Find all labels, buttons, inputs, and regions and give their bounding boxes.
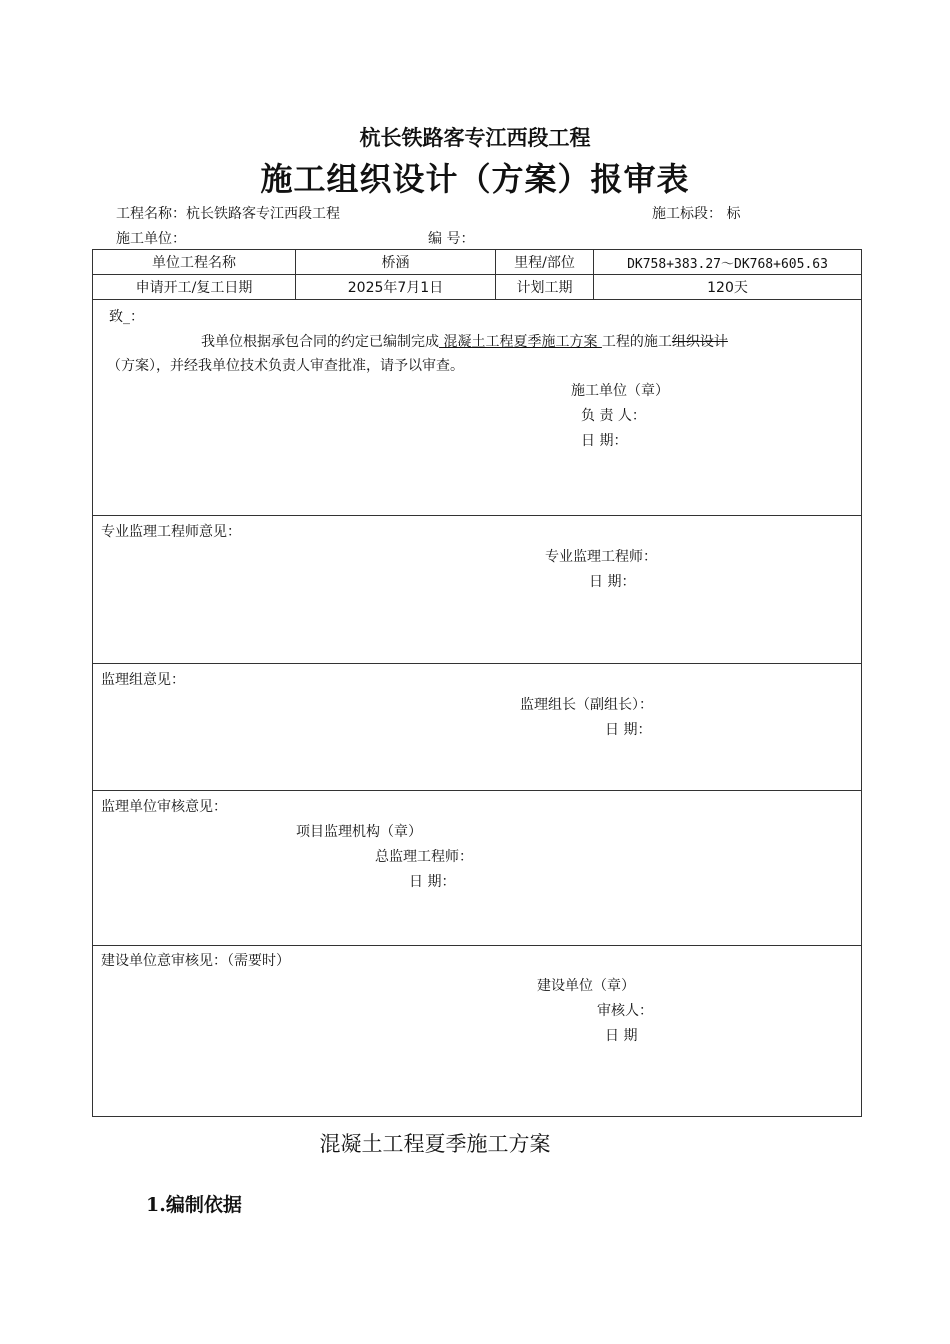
owner-seal: 建设单位（章）	[537, 978, 635, 994]
application-body-line2: （方案），并经我单位技术负责人审查批准，请予以审查。	[107, 358, 464, 374]
owner-opinion-section	[92, 945, 862, 1117]
engineer-opinion-heading: 专业监理工程师意见：	[101, 524, 241, 540]
engineer-date: 日 期：	[589, 574, 636, 590]
plan-name: 混凝土工程夏季施工方案	[439, 334, 602, 350]
addressee: 致_：	[109, 309, 144, 325]
mileage-value: DK758+383.27～DK768+605.63	[593, 250, 861, 274]
info-row-1	[92, 249, 862, 275]
supervision-org-seal: 项目监理机构（章）	[296, 824, 422, 840]
form-number: 编 号：	[428, 231, 475, 247]
document-title: 杭长铁路客专江西段工程	[359, 126, 591, 150]
engineer-signer: 专业监理工程师：	[545, 549, 657, 565]
owner-reviewer: 审核人：	[597, 1003, 653, 1019]
supervision-unit-section	[92, 790, 862, 946]
contractor-seal: 施工单位（章）	[571, 383, 669, 399]
planned-period-value: 120天	[593, 275, 861, 299]
form-title: 施工组织设计（方案）报审表	[260, 160, 690, 198]
owner-date: 日 期	[605, 1028, 638, 1044]
plan-heading: 混凝土工程夏季施工方案	[319, 1132, 551, 1156]
unit-project-value: 桥涵	[295, 250, 495, 274]
chief-engineer: 总监理工程师：	[375, 849, 473, 865]
application-body-line1	[201, 331, 728, 351]
unit-project-label: 单位工程名称	[152, 255, 236, 271]
body-strikethrough: 组织设计	[671, 334, 728, 350]
owner-opinion-heading: 建设单位意审核见：（需要时）	[101, 953, 290, 969]
info-row-2	[92, 274, 862, 300]
project-name: 工程名称：杭长铁路客专江西段工程	[116, 206, 340, 222]
group-opinion-section	[92, 663, 862, 791]
body-mid: 工程的施工	[601, 334, 672, 350]
supervision-date: 日 期：	[409, 874, 456, 890]
planned-period-label: 计划工期	[495, 275, 593, 299]
contractor-unit: 施工单位：	[116, 231, 186, 247]
supervision-unit-heading: 监理单位审核意见：	[101, 799, 227, 815]
body-prefix: 我单位根据承包合同的约定已编制完成	[201, 334, 439, 350]
section-heading: 1.编制依据	[146, 1194, 242, 1216]
group-opinion-heading: 监理组意见：	[101, 672, 185, 688]
responsible-person: 负 责 人：	[581, 408, 646, 424]
construction-section: 施工标段： 标	[652, 206, 741, 222]
apply-date-value: 2025年7月1日	[295, 275, 495, 299]
engineer-opinion-section	[92, 515, 862, 664]
mileage-label: 里程/部位	[495, 250, 593, 274]
apply-date-label: 申请开工/复工日期	[135, 280, 253, 296]
application-section	[92, 299, 862, 516]
group-leader-signer: 监理组长（副组长）：	[520, 697, 653, 713]
application-date: 日 期：	[581, 433, 628, 449]
group-date: 日 期：	[605, 722, 652, 738]
